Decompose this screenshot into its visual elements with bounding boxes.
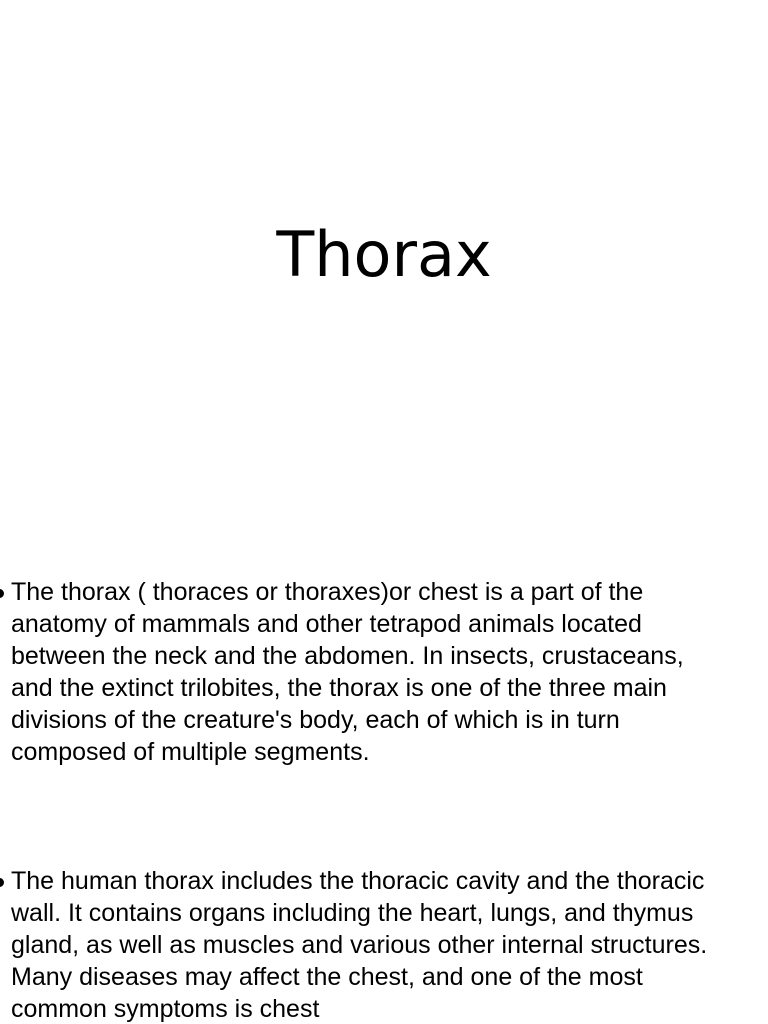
bullet-list [0,576,768,1024]
bullet-item [0,865,711,1024]
bullet-dot-icon [0,589,4,598]
slide-title: Thorax [276,218,492,291]
bullet-text: The thorax ( thoraces or thoraxes)or chest is a part of the anatomy of mammals and other tetrapod animals located between the neck and the abdomen. In insects, crustaceans, and the extinct trilobites, the thorax is one of the three main divisions of the creature's body, each of which is in turn composed of multiple segments. [11,578,684,766]
bullet-dot-icon [0,878,4,887]
bullet-text: The human thorax includes the thoracic cavity and the thoracic wall. It contains organs including the heart, lungs, and thymus gland, as well as muscles and various other internal structures. Many diseases may affect the chest, and one of the most common symptoms is chest [11,867,708,1023]
bullet-item [0,576,711,768]
